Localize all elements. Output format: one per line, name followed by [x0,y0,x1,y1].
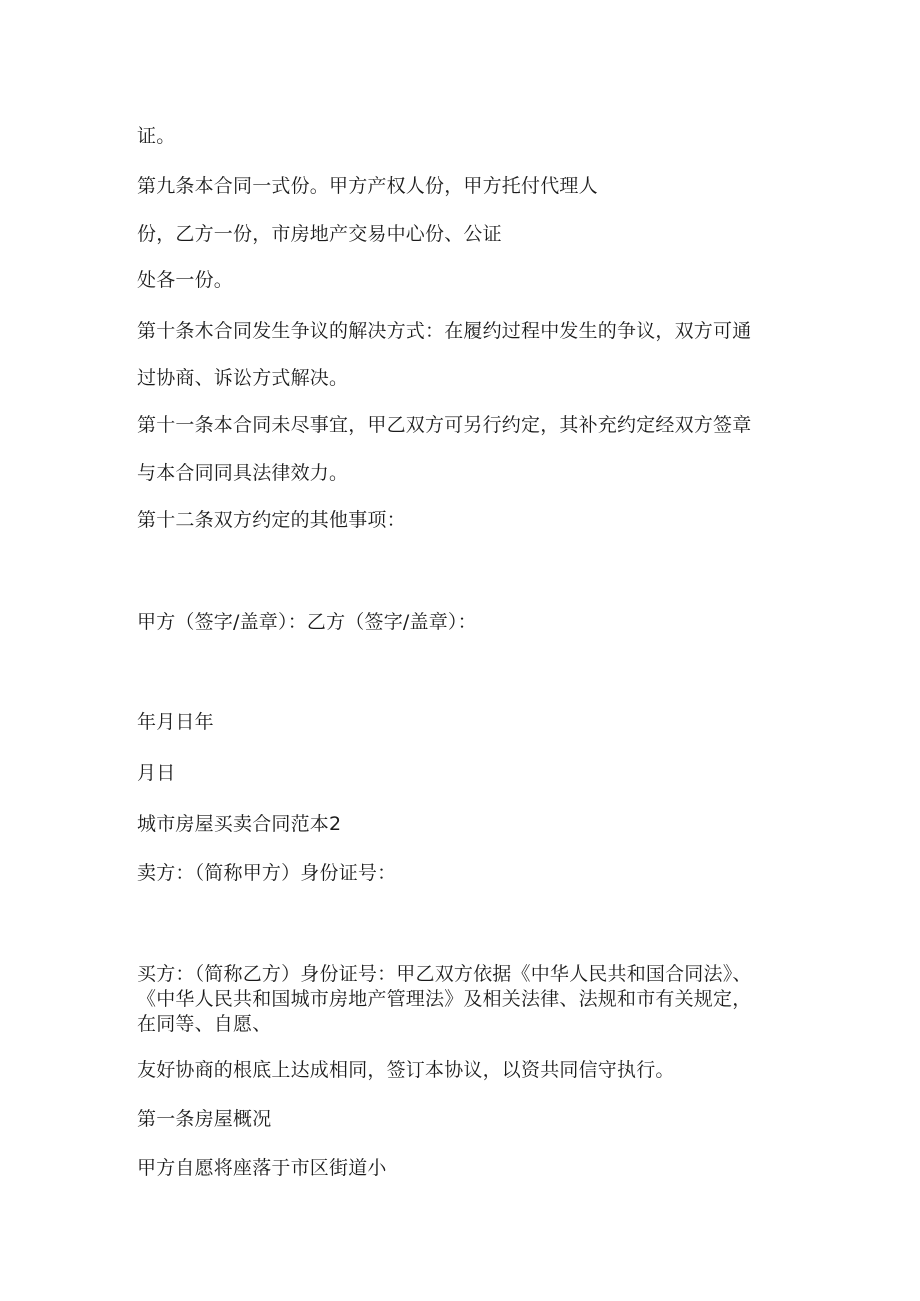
text-line: 第十一条本合同未尽事宜，甲乙双方可另行约定，其补充约定经双方签章 [137,414,752,436]
text-line: 甲方自愿将座落于市区街道小 [137,1157,387,1179]
text-line: 与本合同同具法律效力。 [137,462,349,484]
text-line: 第十二条双方约定的其他事项： [137,509,406,531]
section-title: 城市房屋买卖合同范本2 [137,813,342,835]
text-line: 卖方：（简称甲方）身份证号： [137,862,397,884]
text-line: 第九条本合同一式份。甲方产权人份，甲方托付代理人 [137,175,598,197]
text-line: 买方：（简称乙方）身份证号：甲乙双方依据《中华人民共和国合同法》、 [137,963,752,985]
text-line: 《中华人民共和国城市房地产管理法》及相关法律、法规和市有关规定， [137,988,752,1010]
text-line: 过协商、诉讼方式解决。 [137,367,349,389]
date-line: 年月日年 [137,711,214,733]
date-line: 月日 [137,762,176,784]
signature-line: 甲方（签字/盖章）：乙方（签字/盖章）： [137,611,477,633]
text-line: 证。 [137,125,176,147]
text-line: 份，乙方一份，市房地产交易中心份、公证 [137,223,502,245]
text-line: 处各一份。 [137,269,234,291]
text-line: 友好协商的根底上达成相同，签订本协议，以资共同信守执行。 [137,1059,675,1081]
text-line: 在同等、自愿、 [137,1013,272,1035]
text-line: 第一条房屋概况 [137,1108,272,1130]
text-line: 第十条木合同发生争议的解决方式：在履约过程中发生的争议，双方可通 [137,320,752,342]
